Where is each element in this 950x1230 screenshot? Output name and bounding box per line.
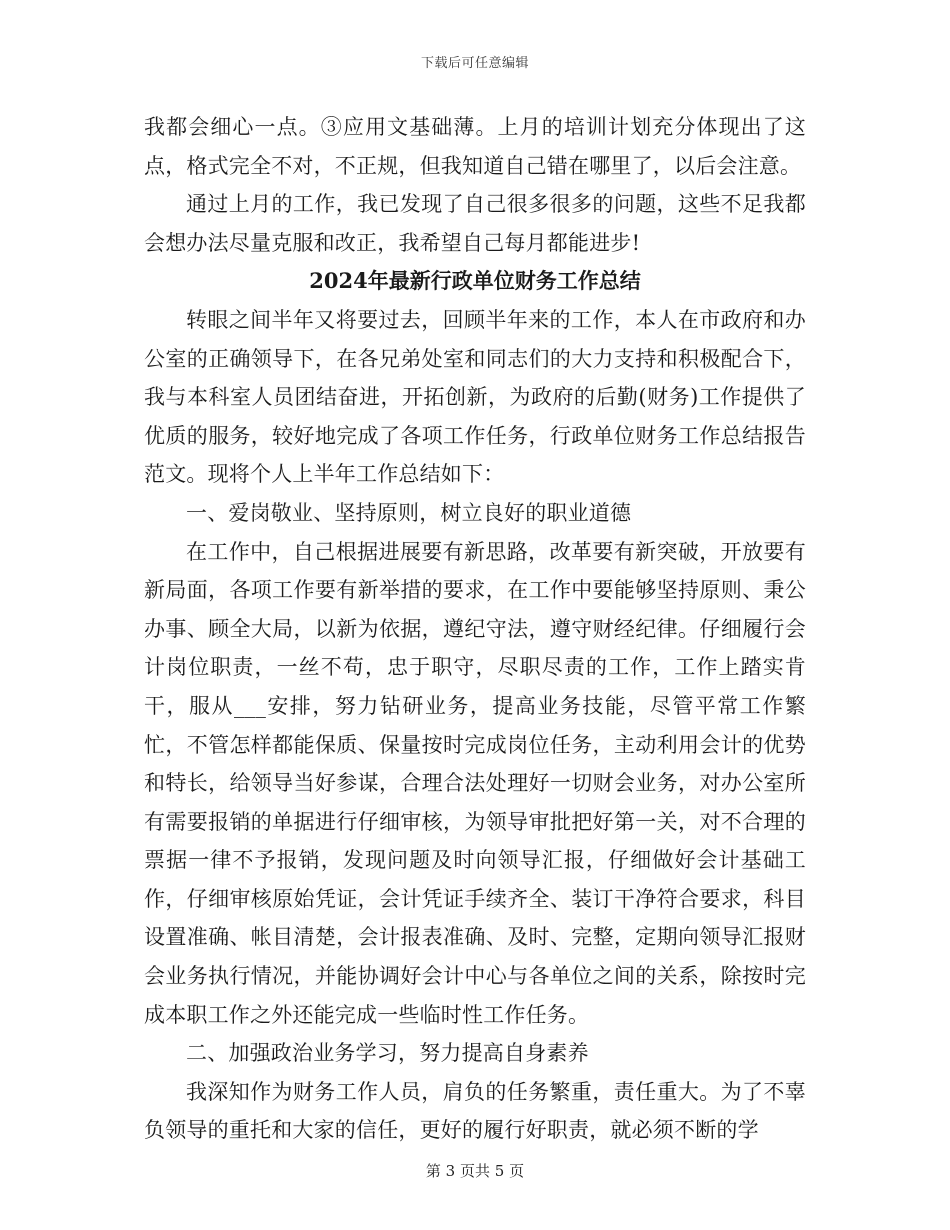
paragraph: 通过上月的工作，我已发现了自己很多很多的问题，这些不足我都会想办法尽量克服和改正，我希望自己每月都能进步! xyxy=(144,192,806,255)
page-header: 下载后可任意编辑 xyxy=(420,56,529,71)
page-footer: 第 3 页共 5 页 xyxy=(425,1162,525,1180)
paragraph: 我深知作为财务工作人员，肩负的任务繁重，责任重大。为了不辜负领导的重托和大家的信任，更好的履行好职责，就必须不断的学 xyxy=(144,1079,806,1143)
section-heading: 二、加强政治业务学习，努力提高自身素养 xyxy=(186,1041,589,1066)
paragraph: 在工作中，自己根据进展要有新思路，改革要有新突破，开放要有新局面，各项工作要有新举措的要求，在工作中要能够坚持原则、秉公办事、顾全大局，以新为依据，遵纪守法，遵守财经纪律。仔细履行会计岗位职责，一丝不苟，忠于职守，尽职尽责的工作，工作上踏实肯干，服从___安排，努力钻研业务，提高业务技能，尽管平常工作繁忙，不管怎样都能保质、保量按时完成岗位任务，主动利用会计的优势和特长，给领导当好参谋，合理合法处理好一切财会业务，对办公室所有需要报销的单据进行仔细审核，为领导审批把好第一关，对不合理的票据一律不予报销，发现问题及时向领导汇报，仔细做好会计基础工作，仔细审核原始凭证，会计凭证手续齐全、装订干净符合要求，科目设置准确、帐目清楚，会计报表准确、及时、完整，定期向领导汇报财会业务执行情况，并能协调好会计中心与各单位之间的关系，除按时完成本职工作之外还能完成一些临时性工作任务。 xyxy=(144,539,806,1027)
document-title: 2024年最新行政单位财务工作总结 xyxy=(309,268,641,294)
paragraph: 转眼之间半年又将要过去，回顾半年来的工作，本人在市政府和办公室的正确领导下，在各兄弟处室和同志们的大力支持和积极配合下，我与本科室人员团结奋进，开拓创新，为政府的后勤(财务)工作提供了优质的服务，较好地完成了各项工作任务，行政单位财务工作总结报告范文。现将个人上半年工作总结如下： xyxy=(144,307,806,487)
paragraph-continuation: 我都会细心一点。③应用文基础薄。上月的培训计划充分体现出了这点，格式完全不对，不正规，但我知道自己错在哪里了，以后会注意。 xyxy=(144,115,806,178)
section-heading: 一、爱岗敬业、坚持原则，树立良好的职业道德 xyxy=(186,500,632,525)
document-body xyxy=(144,108,806,1150)
